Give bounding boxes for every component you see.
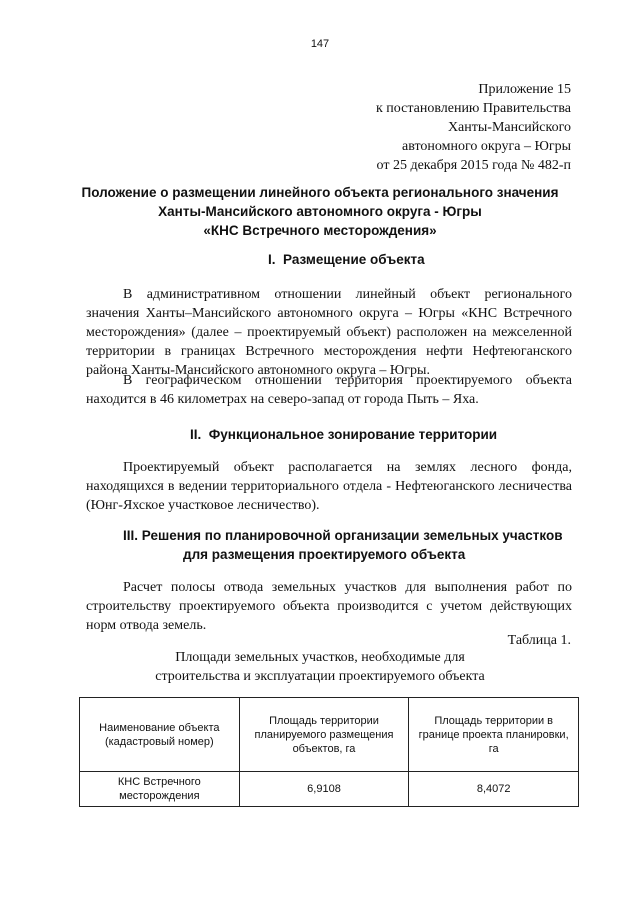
section-3-heading-line-1 [123, 526, 563, 545]
table-caption [60, 648, 580, 686]
cell-object-name: КНС Встречного месторождения [80, 772, 240, 807]
appendix-line: Приложение 15 [478, 82, 571, 97]
section-1-paragraph-1: В административном отношении линейный объект регионального значения Ханты–Мансийского автономного округа – Югры «КНС Встречного месторождения» (далее – проектируемый объект) расположен на межселенной территории в границах Встречного месторождения нефти Нефтеюганского района Ханты-Мансийского автономного округа – Югры. [86, 287, 572, 378]
section-number: I. [268, 252, 276, 267]
section-title: Размещение объекта [283, 252, 425, 267]
cell-project-area: 8,4072 [409, 772, 579, 807]
table-label: Таблица 1. [507, 633, 571, 648]
header-project-area: Площадь территории в границе проекта планировки, га [409, 698, 579, 772]
section-1-paragraph-2: В географическом отношении территория проектируемого объекта находится в 46 километрах на северо-запад от города Пыть – Яха. [86, 373, 572, 407]
section-3-heading-line-2: для размещения проектируемого объекта [183, 547, 466, 562]
land-area-table [79, 697, 579, 807]
header-object-name: Наименование объекта (кадастровый номер) [80, 698, 240, 772]
header-placement-area: Площадь территории планируемого размещения объектов, га [239, 698, 409, 772]
title-line: Положение о размещении линейного объекта регионального значения [81, 185, 559, 200]
title-line: «КНС Встречного месторождения» [203, 223, 437, 238]
caption-line: Площади земельных участков, необходимые для [175, 650, 465, 665]
appendix-line: от 25 декабря 2015 года № 482-п [376, 158, 571, 173]
section-title: Решения по планировочной организации земельных участков [141, 528, 563, 543]
section-title: Функциональное зонирование территории [208, 427, 498, 442]
appendix-line: автономного округа – Югры [402, 139, 571, 154]
section-1-heading [268, 250, 425, 269]
section-2-heading [190, 425, 497, 444]
section-number: III. [123, 528, 139, 543]
title-line: Ханты-Мансийского автономного округа - Югры [158, 204, 482, 219]
section-3-paragraph-1: Расчет полосы отвода земельных участков для выполнения работ по строительству проектируемого объекта производится с учетом действующих норм отвода земель. [86, 580, 572, 633]
cell-placement-area: 6,9108 [239, 772, 409, 807]
appendix-line: Ханты-Мансийского [447, 120, 571, 135]
appendix-block [376, 80, 571, 175]
page-number: 147 [310, 38, 330, 50]
document-title [60, 183, 580, 240]
section-2-paragraph-1: Проектируемый объект располагается на землях лесного фонда, находящихся в ведении территориального отдела - Нефтеюганского лесничества (Юнг-Яхское участковое лесничество). [86, 460, 572, 513]
table-row [80, 772, 579, 807]
table-header-row [80, 698, 579, 772]
section-number: II. [190, 427, 202, 442]
appendix-line: к постановлению Правительства [375, 101, 571, 116]
caption-line: строительства и эксплуатации проектируемого объекта [155, 669, 485, 684]
